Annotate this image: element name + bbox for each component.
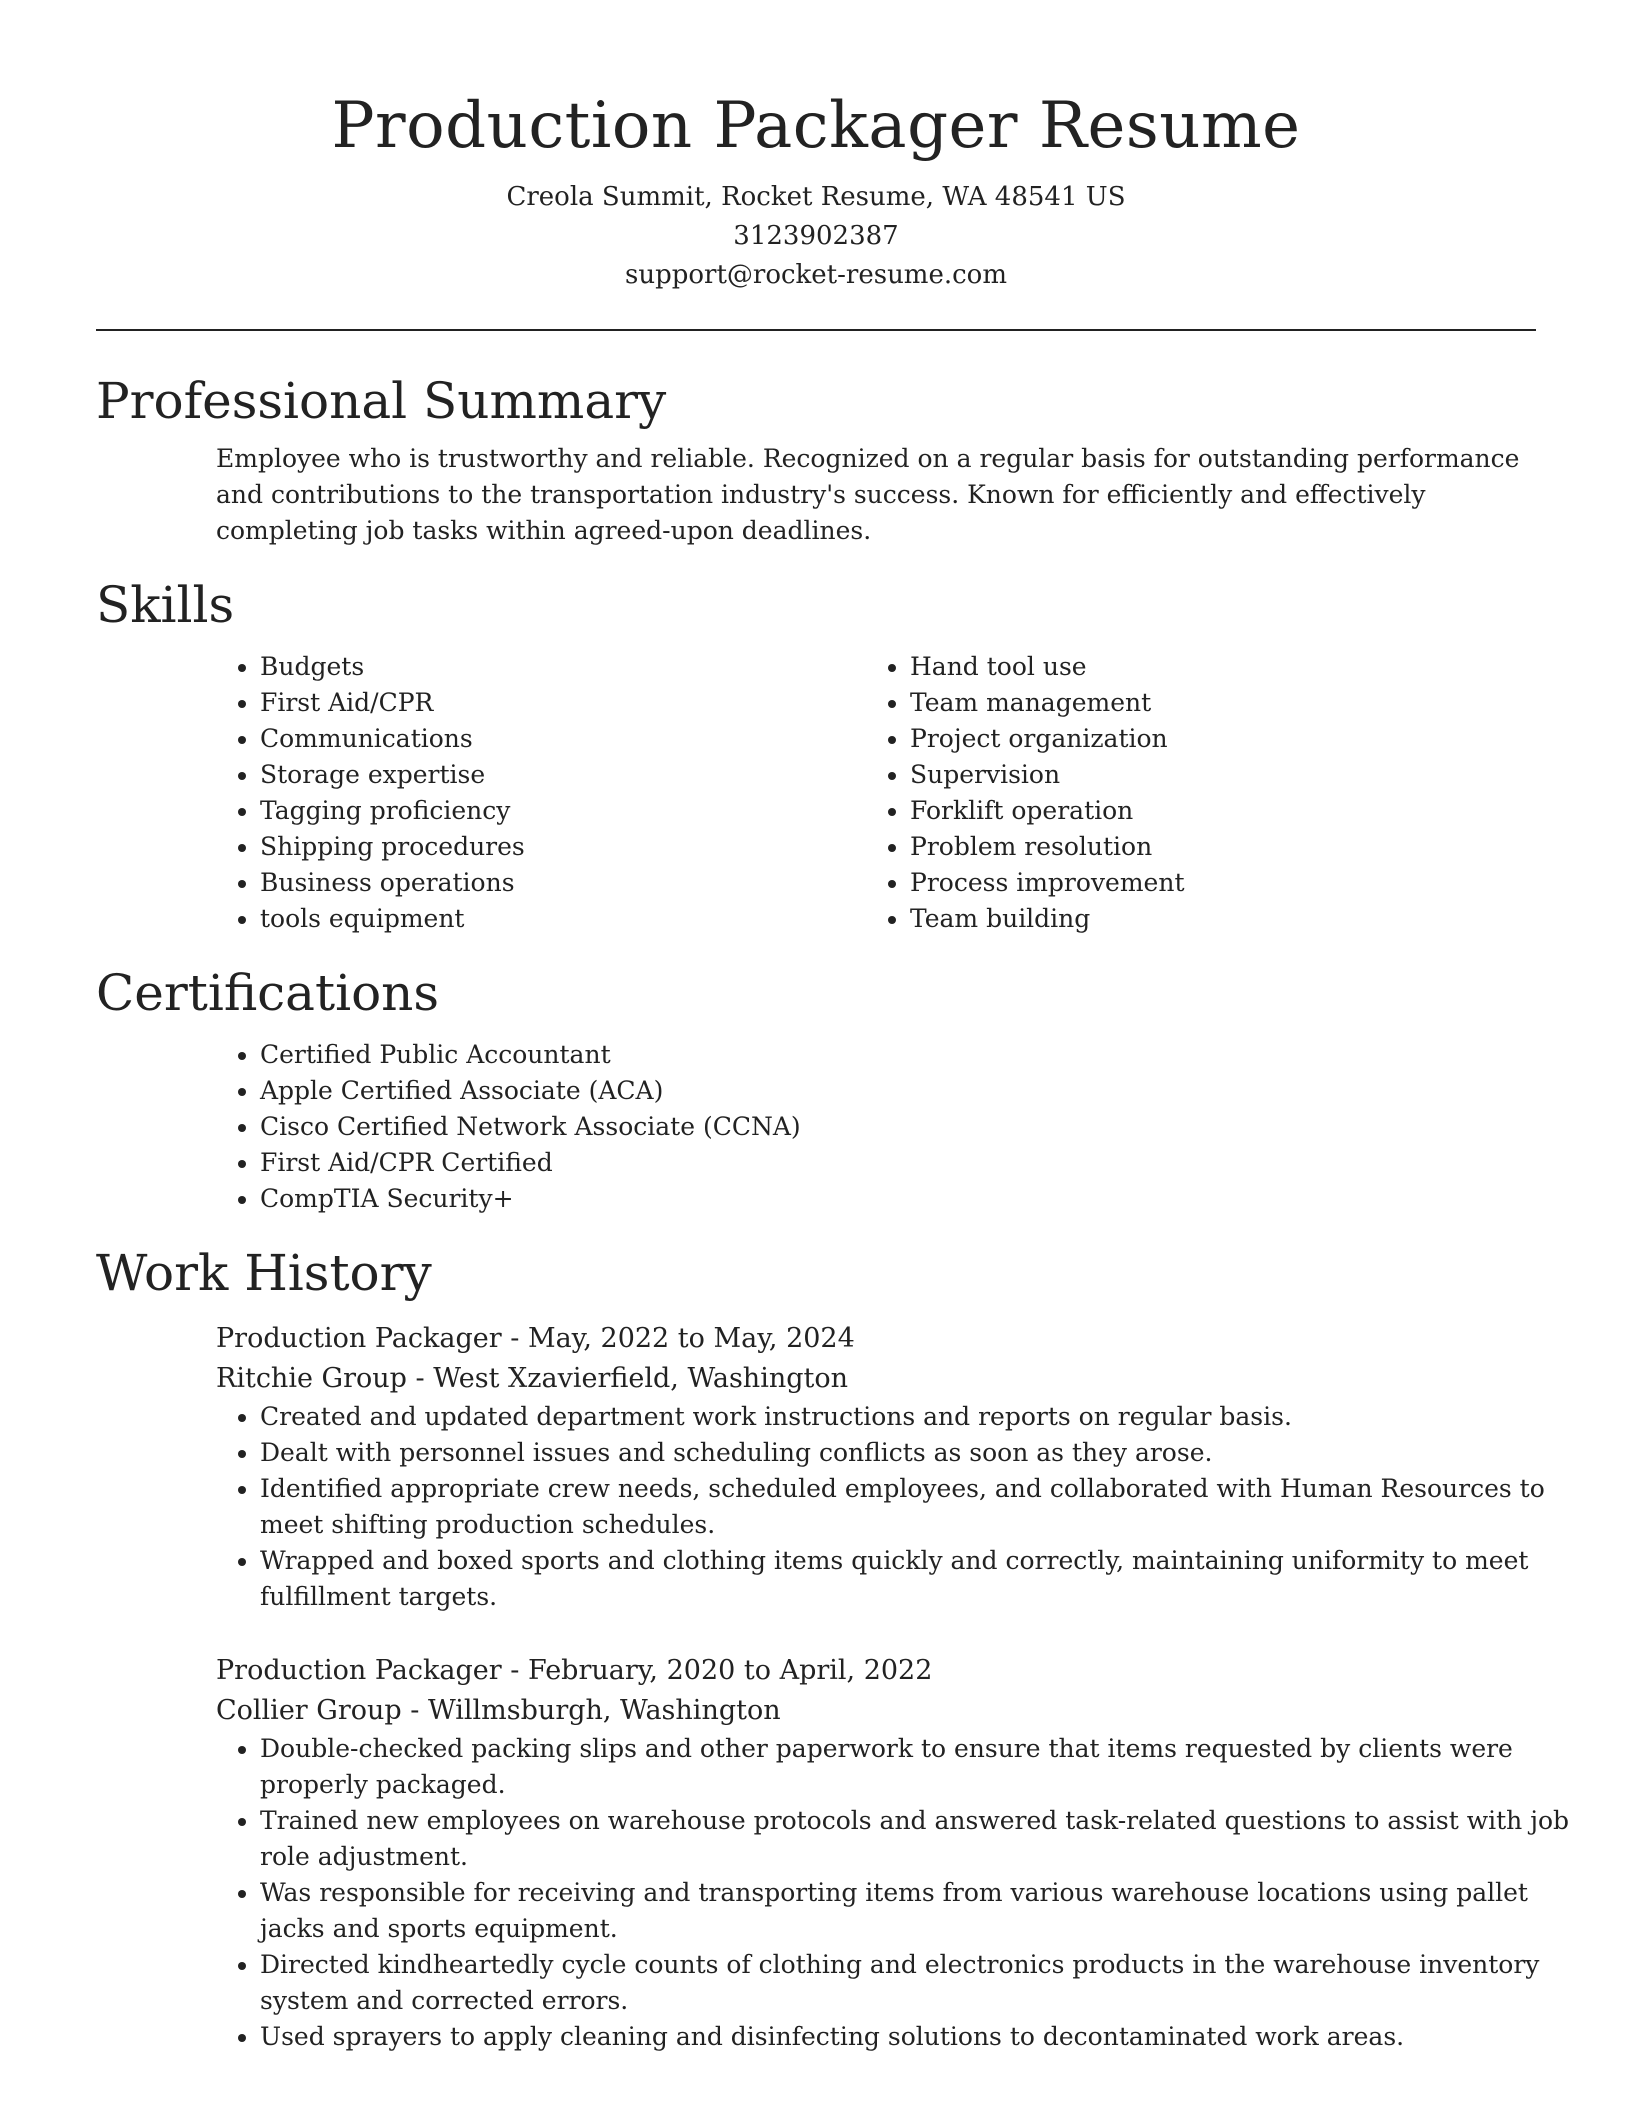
job-title: Production Packager	[216, 1323, 502, 1354]
job-entry	[216, 1651, 1570, 2055]
skill-item: • Business operations	[260, 865, 866, 901]
skill-item: • Team building	[910, 901, 1516, 937]
job-location: West Xzavierfield, Washington	[433, 1363, 848, 1394]
skill-item: • Supervision	[910, 757, 1516, 793]
skill-item: • tools equipment	[260, 901, 866, 937]
skill-item: • Shipping procedures	[260, 829, 866, 865]
skill-item: • Budgets	[260, 649, 866, 685]
summary-text: Employee who is trustworthy and reliable. Recognized on a regular basis for outstanding performance and contributions to the transportation industry's success. Known for efficiently and effectively completing job tasks within agreed-upon deadlines.	[216, 444, 1520, 545]
summary-heading: Professional Summary	[96, 372, 667, 430]
job-bullet: • Directed kindheartedly cycle counts of clothing and electronics products in the warehouse inventory system and corrected errors.	[260, 1947, 1580, 2019]
job-bullet: • Trained new employees on warehouse protocols and answered task-related questions to assist with job role adjustment.	[260, 1803, 1580, 1875]
job-bullet: • Was responsible for receiving and transporting items from various warehouse locations using pallet jacks and sports equipment.	[260, 1875, 1580, 1947]
skill-item: • Tagging proficiency	[260, 793, 866, 829]
job-title-line: Production Packager - February, 2020 to April, 2022	[216, 1655, 933, 1686]
contact-email: support@rocket-resume.com	[624, 260, 1007, 290]
job-company-line: Collier Group - Willmsburgh, Washington	[216, 1695, 781, 1726]
job-company: Ritchie Group	[216, 1363, 407, 1394]
work-history-section	[96, 1241, 1570, 2055]
job-location: Willmsburgh, Washington	[428, 1695, 781, 1726]
skill-item: • Hand tool use	[910, 649, 1516, 685]
certification-item: • Apple Certified Associate (ACA)	[260, 1073, 1536, 1109]
skill-item: • Team management	[910, 685, 1516, 721]
job-bullet: • Identified appropriate crew needs, scheduled employees, and collaborated with Human Resources to meet shifting production schedules.	[260, 1471, 1580, 1543]
job-company: Collier Group	[216, 1695, 402, 1726]
certifications-list	[216, 1037, 1536, 1217]
contact-phone: 3123902387	[733, 221, 899, 251]
contact-info	[96, 178, 1536, 295]
job-company-line: Ritchie Group - West Xzavierfield, Washington	[216, 1363, 848, 1394]
certification-item: • CompTIA Security+	[260, 1181, 1536, 1217]
skills-columns	[216, 649, 1536, 937]
job-dates: February, 2020 to April, 2022	[527, 1655, 933, 1686]
contact-address: Creola Summit, Rocket Resume, WA 48541 US	[506, 182, 1126, 212]
work-history-heading: Work History	[96, 1244, 432, 1302]
job-bullets	[216, 1731, 1580, 2055]
job-bullet: • Wrapped and boxed sports and clothing items quickly and correctly, maintaining uniformity to meet fulfillment targets.	[260, 1543, 1580, 1615]
job-title: Production Packager	[216, 1655, 502, 1686]
job-bullet: • Double-checked packing slips and other paperwork to ensure that items requested by clients were properly packaged.	[260, 1731, 1580, 1803]
resume-header	[96, 0, 1536, 295]
certification-item: • Cisco Certified Network Associate (CCNA)	[260, 1109, 1536, 1145]
job-title-line: Production Packager - May, 2022 to May, 2024	[216, 1323, 855, 1354]
skills-heading: Skills	[96, 576, 235, 634]
certification-item: • First Aid/CPR Certified	[260, 1145, 1536, 1181]
certification-item: • Certified Public Accountant	[260, 1037, 1536, 1073]
skill-item: • Storage expertise	[260, 757, 866, 793]
job-bullet: • Created and updated department work instructions and reports on regular basis.	[260, 1399, 1580, 1435]
job-entry	[216, 1319, 1545, 1615]
skill-item: • Forklift operation	[910, 793, 1516, 829]
job-dates: May, 2022 to May, 2024	[527, 1323, 855, 1354]
skills-list-left	[216, 649, 866, 937]
header-divider	[96, 329, 1536, 331]
job-bullet: • Used sprayers to apply cleaning and disinfecting solutions to decontaminated work areas.	[260, 2019, 1580, 2055]
skills-section	[96, 573, 1536, 937]
certifications-section	[96, 961, 1536, 1217]
certifications-list-wrap	[216, 1037, 1536, 1217]
skill-item: • Process improvement	[910, 865, 1516, 901]
job-bullets	[216, 1399, 1580, 1615]
resume-page	[96, 0, 1570, 2055]
job-bullet: • Dealt with personnel issues and scheduling conflicts as soon as they arose.	[260, 1435, 1580, 1471]
skill-item: • Project organization	[910, 721, 1516, 757]
summary-section	[96, 369, 1536, 549]
skills-list-right	[866, 649, 1516, 937]
skill-item: • Problem resolution	[910, 829, 1516, 865]
resume-title: Production Packager Resume	[331, 89, 1301, 163]
skill-item: • Communications	[260, 721, 866, 757]
skill-item: • First Aid/CPR	[260, 685, 866, 721]
certifications-heading: Certifications	[96, 964, 440, 1022]
